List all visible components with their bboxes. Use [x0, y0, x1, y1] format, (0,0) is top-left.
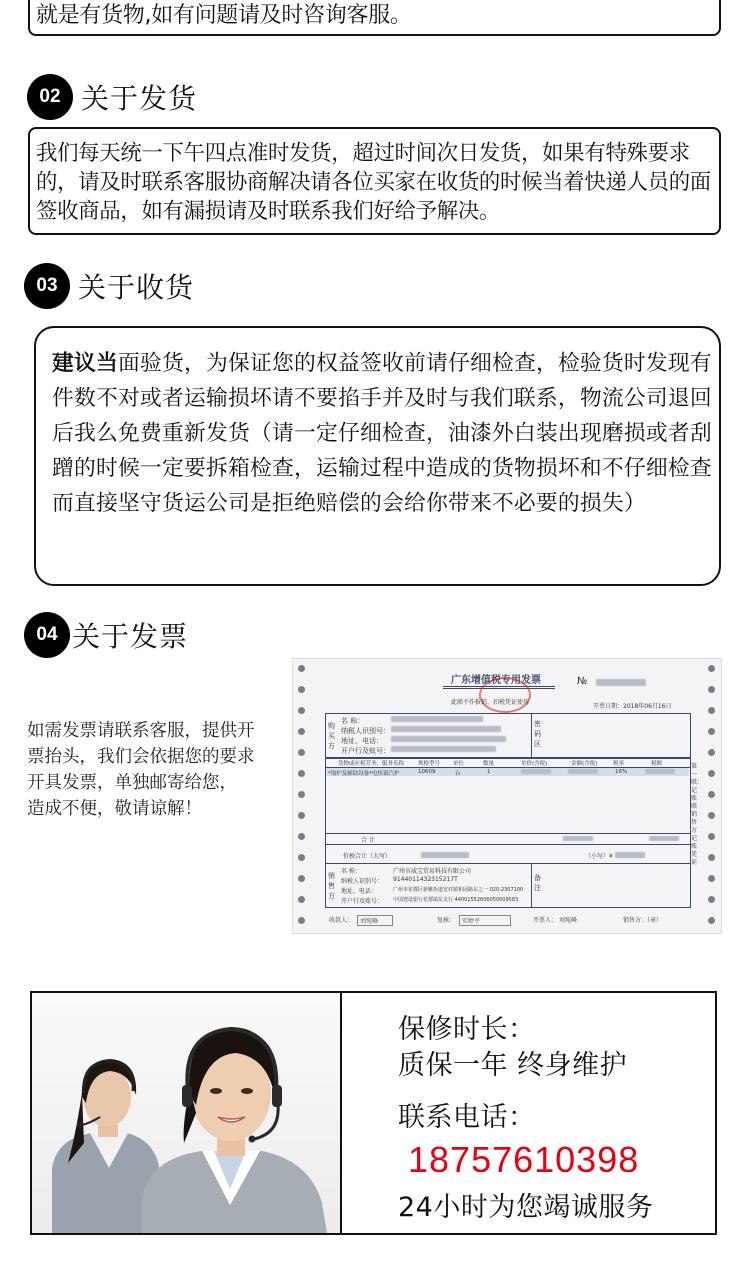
invoice-taxid-label: 纳税人识别号： — [341, 727, 390, 735]
invoice-item-unit: 台 — [455, 771, 461, 777]
invoice-col-header: 单位 — [453, 761, 465, 767]
section-01-text: 就是有货物,如有问题请及时咨询客服。 — [36, 3, 412, 28]
invoice-pwd-label: 密码区 — [534, 720, 541, 748]
invoice-seller-addr-label: 地址、电话： — [341, 888, 378, 895]
section-03-lead: 建议当 — [52, 351, 118, 376]
invoice-seller-bank: 中国建设银行花都镇东支行 44001552606050009583 — [393, 897, 519, 903]
warranty-label: 保修时长： — [398, 1014, 536, 1045]
section-04-text — [27, 718, 255, 822]
invoice-cap-label: 价税合计（大写） — [343, 853, 392, 860]
invoice-col-header: 数量 — [483, 761, 495, 767]
section-03-title: 关于收货 — [78, 271, 195, 304]
invoice-seller-bank-label: 开户行及账号： — [341, 898, 384, 905]
invoice-buyer-redacted — [391, 726, 501, 732]
invoice-item-redacted — [568, 769, 598, 774]
invoice-seller-addr: 广州市花都区新雅街道宽村镇和园路东之一 020-2307100 — [393, 887, 524, 893]
customer-service-photo — [32, 993, 342, 1233]
invoice-cap-redacted — [421, 852, 469, 858]
invoice-total-redacted — [563, 836, 593, 841]
invoice-side-note: 第一联：记账联 销售方记账凭证 — [691, 763, 704, 866]
invoice-reviewer-label: 复核： — [437, 917, 456, 924]
section-03-heading — [24, 263, 194, 309]
invoice-divider — [531, 713, 532, 758]
invoice-payee: 刘宛峰 — [357, 915, 393, 926]
invoice-seller-name: 广州市威宝贸易科技有限公司 — [393, 868, 472, 875]
invoice-drawer: 刘宛峰 — [559, 917, 578, 924]
section-03-number-badge: 03 — [24, 263, 70, 309]
contact-label: 联系电话： — [398, 1102, 536, 1133]
invoice-subtitle: 此联不作报销、扣税凭证使用 — [451, 699, 530, 706]
invoice-small-redacted — [615, 852, 645, 858]
invoice-remarks-label: 备注 — [534, 874, 541, 892]
invoice-no-redacted — [596, 679, 646, 686]
invoice-item-name: *锅炉及辅助设备*电热锅汽炉 — [328, 771, 400, 777]
invoice-note-line: 票抬头，我们会依据您的要求 — [27, 747, 255, 767]
invoice-note-line: 如需发票请联系客服，提供开 — [27, 721, 255, 741]
invoice-payee-label: 收款人： — [329, 917, 354, 924]
section-03-box — [34, 326, 721, 586]
invoice-title: 广东增值税专用发票 — [451, 675, 541, 686]
invoice-col-header: 单价(含税) — [521, 761, 548, 767]
invoice-reviewer: 实婷平 — [459, 915, 511, 926]
section-04-heading — [24, 612, 188, 658]
invoice-col-header: 税额 — [651, 761, 663, 767]
section-04-title: 关于发票 — [72, 620, 189, 653]
invoice-buyer-redacted — [391, 736, 506, 742]
invoice-sample-image — [292, 658, 722, 934]
invoice-col-header: 金额(含税) — [571, 761, 598, 767]
invoice-total-redacted — [649, 836, 679, 841]
section-02-heading — [27, 74, 197, 120]
invoice-drawer-label: 开票人： — [533, 917, 558, 924]
invoice-col-header: 税率 — [613, 761, 625, 767]
invoice-item-qty: 1 — [487, 769, 491, 775]
section-03-text — [52, 346, 712, 521]
section-02-text: 我们每天统一下午四点准时发货，超过时间次日发货，如果有特殊要求的，请及时联系客服协商解决请各位买家在收货的时候当着快递人员的面签收商品，如有漏损请及时联系我们好给予解决。 — [36, 141, 711, 224]
invoice-item-model: 10609 — [418, 769, 436, 775]
section-04-number-badge: 04 — [24, 612, 70, 658]
invoice-issue-date: 开票日期：2018年06月16日 — [593, 703, 672, 710]
section-02-box — [28, 127, 721, 235]
invoice-buyer-label: 购买方 — [328, 722, 335, 750]
invoice-seller-taxid: 9144011432315217T — [393, 876, 458, 883]
invoice-seal-stamp — [479, 677, 531, 713]
invoice-buyer-redacted — [391, 746, 496, 752]
invoice-note-line: 造成不便，敬请谅解！ — [27, 799, 202, 819]
customer-service-banner — [30, 991, 717, 1235]
invoice-total-label: 合 计 — [361, 837, 375, 844]
invoice-no-label: № — [577, 676, 588, 687]
invoice-seller-label: 销售方 — [328, 872, 335, 900]
invoice-seal-label: 销售方：（章） — [623, 917, 663, 924]
invoice-col-header: 货物或应税劳务、服务名称 — [338, 761, 405, 767]
customer-service-agents-illustration — [32, 993, 340, 1233]
warranty-value: 质保一年 终身维护 — [398, 1050, 628, 1081]
section-03-body: 面验货，为保证您的权益签收前请仔细检查，检验货时发现有件数不对或者运输损坏请不要掐手并及时与我们联系，物流公司退回后我么免费重新发货（请一定仔细检查，油漆外白装出现磨损或者刮蹭的时候一定要拆箱检查，运输过程中造成的货物损坏和不仔细检查而直接坚守货运公司是拒绝赔偿的会给你带来不必要的损失） — [52, 351, 712, 516]
invoice-item-redacted — [645, 769, 675, 774]
invoice-addr-label: 地址、电话： — [341, 737, 383, 745]
contact-phone[interactable]: 18757610398 — [408, 1139, 640, 1180]
invoice-divider — [531, 863, 532, 907]
invoice-item-redacted — [521, 769, 551, 774]
invoice-small-label: （小写）¥ — [585, 853, 613, 860]
invoice-name-label: 名 称： — [341, 717, 365, 725]
section-02-number-badge: 02 — [27, 74, 73, 120]
invoice-col-header: 规格型号 — [418, 761, 441, 767]
invoice-note-line: 开具发票，单独邮寄给您， — [27, 773, 237, 793]
invoice-item-rate: 16% — [615, 769, 628, 775]
service-hours: 24小时为您竭诚服务 — [398, 1192, 654, 1223]
invoice-bank-label: 开户行及账号： — [341, 747, 390, 755]
section-01-box — [28, 0, 721, 36]
invoice-seller-taxid-label: 纳税人识别号： — [341, 878, 384, 885]
invoice-seller-name-label: 名 称： — [341, 868, 361, 875]
invoice-divider — [325, 833, 691, 834]
section-02-title: 关于发货 — [81, 82, 198, 115]
invoice-buyer-redacted — [391, 716, 483, 722]
